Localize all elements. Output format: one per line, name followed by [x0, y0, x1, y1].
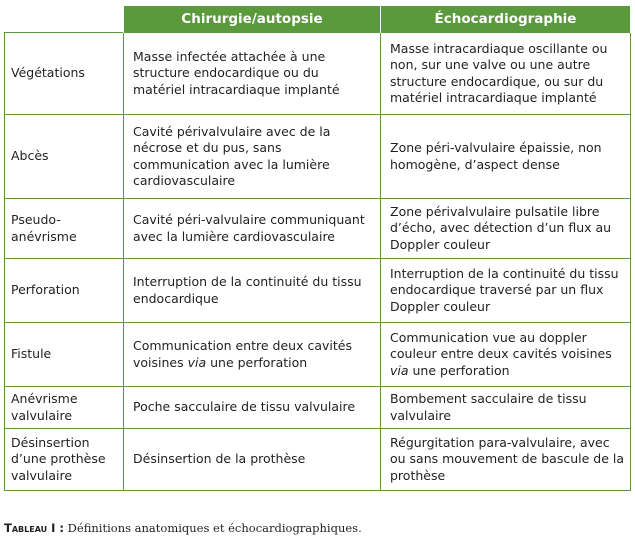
header-surgery: Chirurgie/autopsie [124, 6, 381, 33]
echo-fistule-text-via: via [390, 362, 409, 378]
surgery-cell-anevrisme-valvulaire: Poche sacculaire de tissu valvulaire [124, 387, 381, 429]
echo-cell-perforation: Interruption de la continuité du tissu endocardique traversé par un flux Doppler couleur [381, 259, 631, 323]
surgery-cell-fistule [124, 323, 381, 387]
surgery-cell-pseudo-anevrisme: Cavité péri-valvulaire communiquant avec la lumière cardiovasculaire [124, 199, 381, 259]
surgery-fistule-text-pre: Communication entre deux cavités voisines [133, 338, 352, 370]
row-label-perforation: Perforation [5, 259, 124, 323]
surgery-cell-abces: Cavité périvalvulaire avec de la nécrose et du pus, sans communication avec la lumière cardiovasculaire [124, 115, 381, 199]
echo-cell-desinsertion: Régurgitation para-valvulaire, avec ou sans mouvement de bascule de la prothèse [381, 429, 631, 491]
header-echo: Échocardiographie [381, 6, 631, 33]
row-label-desinsertion: Désinsertion d’une prothèse valvulaire [5, 429, 124, 491]
table-row [5, 33, 631, 115]
row-label-abces: Abcès [5, 115, 124, 199]
table-row [5, 323, 631, 387]
caption-label: Tableau I : [4, 521, 65, 535]
header-blank-cell [5, 6, 124, 33]
table-row [5, 199, 631, 259]
table-row [5, 259, 631, 323]
echo-cell-pseudo-anevrisme: Zone périvalvulaire pulsatile libre d’écho, avec détection d’un flux au Doppler couleur [381, 199, 631, 259]
definitions-table-container [4, 6, 630, 491]
echo-cell-abces: Zone péri-valvulaire épaissie, non homogène, d’aspect dense [381, 115, 631, 199]
row-label-pseudo-anevrisme: Pseudo-anévrisme [5, 199, 124, 259]
table-row [5, 387, 631, 429]
definitions-table [4, 6, 631, 491]
row-label-anevrisme-valvulaire: Anévrisme valvulaire [5, 387, 124, 429]
table-row [5, 115, 631, 199]
caption-text: Définitions anatomiques et échocardiographiques. [64, 521, 362, 535]
surgery-cell-desinsertion: Désinsertion de la prothèse [124, 429, 381, 491]
row-label-vegetations: Végétations [5, 33, 124, 115]
table-row [5, 429, 631, 491]
surgery-fistule-text-via: via [187, 354, 207, 370]
table-caption [4, 521, 362, 535]
echo-fistule-text-post: une perforation [408, 362, 510, 378]
row-label-fistule: Fistule [5, 323, 124, 387]
surgery-fistule-text-post: une perforation [206, 354, 308, 370]
echo-fistule-text-pre: Communication vue au doppler couleur entre deux cavités voisines [390, 329, 612, 362]
echo-cell-fistule [381, 323, 631, 387]
table-header-row [5, 6, 631, 33]
echo-cell-anevrisme-valvulaire: Bombement sacculaire de tissu valvulaire [381, 387, 631, 429]
surgery-cell-perforation: Interruption de la continuité du tissu endocardique [124, 259, 381, 323]
surgery-cell-vegetations: Masse infectée attachée à une structure endocardique ou du matériel intracardiaque implanté [124, 33, 381, 115]
echo-cell-vegetations: Masse intracardiaque oscillante ou non, sur une valve ou une autre structure endocardique, ou sur du matériel intracardiaque implanté [381, 33, 631, 115]
